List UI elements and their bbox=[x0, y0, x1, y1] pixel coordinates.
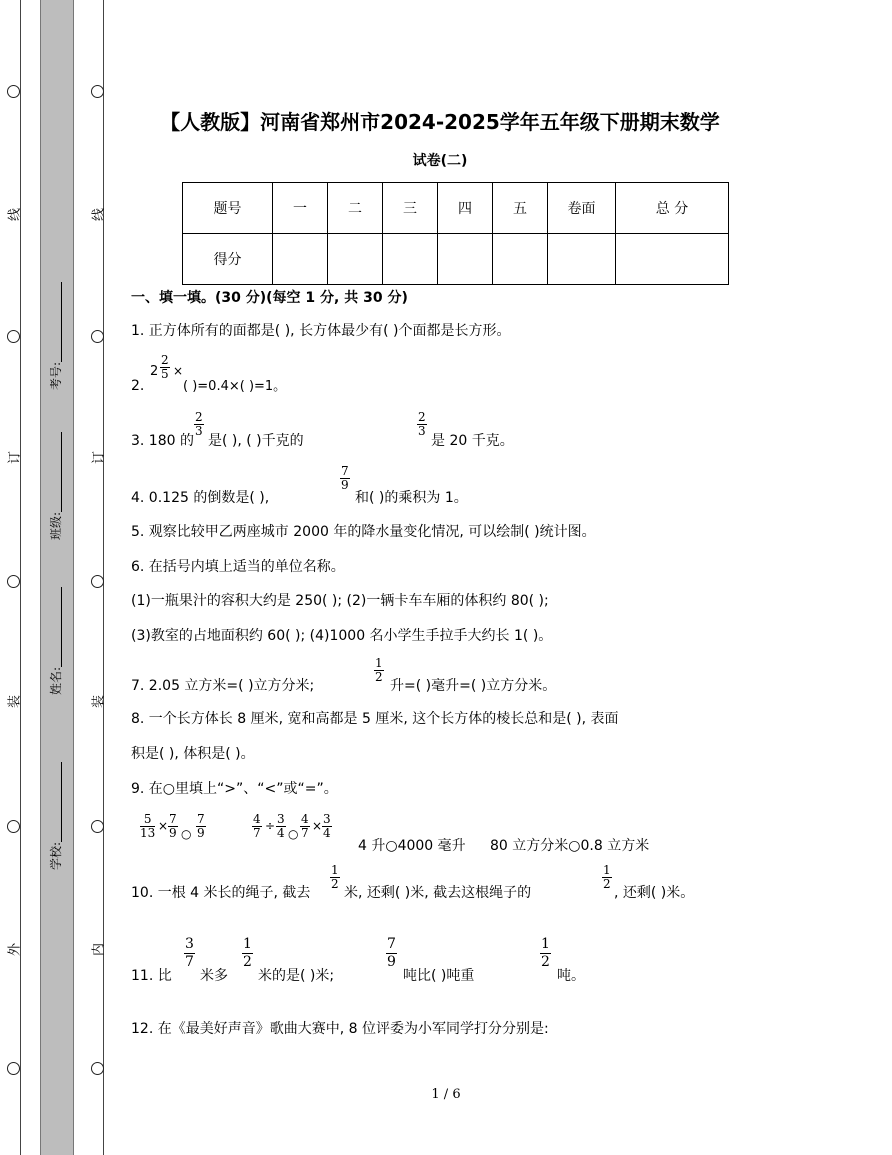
question-9-fraction: $\frac{7}{9}$ bbox=[197, 812, 205, 840]
question-2-fraction: $\frac{2}{5}$ bbox=[161, 353, 169, 381]
table-cell: 得分 bbox=[183, 234, 273, 285]
question-9-fraction: $\frac{4}{7}$ bbox=[253, 812, 261, 840]
question-11-part-e: 吨。 bbox=[557, 968, 585, 984]
exam-number-field[interactable] bbox=[47, 282, 64, 390]
cut-mark-staple: 订 bbox=[7, 451, 23, 465]
question-10-part-a: 10. 一根 4 米长的绳子, 截去 bbox=[131, 885, 311, 901]
question-9-divide: ÷ bbox=[265, 819, 276, 833]
question-3-fraction: $\frac{2}{3}$ bbox=[195, 410, 203, 438]
question-9-item-c: 4 升○4000 毫升 bbox=[358, 838, 466, 854]
cut-mark-line: 线 bbox=[91, 208, 107, 222]
school-field[interactable] bbox=[47, 762, 64, 870]
score-input-cell[interactable] bbox=[616, 234, 729, 285]
question-8-line-2: 积是( ), 体积是( )。 bbox=[131, 746, 255, 762]
question-7-fraction: $\frac{1}{2}$ bbox=[375, 656, 383, 684]
name-field[interactable] bbox=[47, 587, 64, 695]
cut-mark-staple: 订 bbox=[91, 451, 107, 465]
school-label: 学校: bbox=[49, 841, 63, 870]
question-6-line-2: (3)教室的占地面积约 60( ); (4)1000 名小学生手拉手大约长 1( )。 bbox=[131, 628, 553, 644]
cut-mark-bind: 装 bbox=[7, 695, 23, 709]
question-10-part-c: , 还剩( )米。 bbox=[614, 885, 695, 901]
cut-mark-inner: 内 bbox=[91, 943, 107, 957]
exam-number-label: 考号: bbox=[49, 361, 63, 390]
section-heading: 一、填一填。(30 分)(每空 1 分, 共 30 分) bbox=[131, 290, 408, 306]
binding-hole bbox=[91, 85, 104, 98]
question-11-fraction: $\frac{7}{9}$ bbox=[387, 936, 396, 970]
question-11-fraction: $\frac{1}{2}$ bbox=[541, 936, 550, 970]
score-input-cell[interactable] bbox=[328, 234, 383, 285]
question-2-number: 2. bbox=[131, 378, 145, 394]
question-4-fraction: $\frac{7}{9}$ bbox=[341, 464, 349, 492]
cut-mark-bind: 装 bbox=[91, 695, 107, 709]
question-11-part-a: 11. 比 bbox=[131, 968, 172, 984]
question-9-fraction: $\frac{3}{4}$ bbox=[277, 812, 285, 840]
table-cell: 总 分 bbox=[616, 183, 729, 234]
question-9-fraction: $\frac{7}{9}$ bbox=[169, 812, 177, 840]
question-9-times: × bbox=[312, 819, 323, 833]
table-row bbox=[183, 183, 729, 234]
binding-hole bbox=[91, 575, 104, 588]
question-1: 1. 正方体所有的面都是( ), 长方体最少有( )个面都是长方形。 bbox=[131, 323, 511, 339]
question-9-compare-circle[interactable]: ○ bbox=[288, 827, 299, 841]
page-subtitle: 试卷(二) bbox=[412, 153, 468, 169]
question-11-fraction: $\frac{3}{7}$ bbox=[185, 936, 194, 970]
binding-hole bbox=[91, 1062, 104, 1075]
outer-binding-line bbox=[20, 0, 21, 1155]
page-number: 1 / 6 bbox=[431, 1087, 461, 1102]
score-table bbox=[182, 182, 729, 285]
question-6-line-1: (1)一瓶果汁的容积大约是 250( ); (2)一辆卡车车厢的体积约 80( ); bbox=[131, 593, 549, 609]
question-9-fraction: $\frac{4}{7}$ bbox=[301, 812, 309, 840]
question-11-part-c: 米的是( )米; bbox=[258, 968, 335, 984]
cut-mark-line: 线 bbox=[7, 208, 23, 222]
table-row bbox=[183, 234, 729, 285]
question-7-part-b: 升=( )毫升=( )立方分米。 bbox=[390, 678, 557, 694]
class-field[interactable] bbox=[47, 432, 64, 540]
question-8-line-1: 8. 一个长方体长 8 厘米, 宽和高都是 5 厘米, 这个长方体的棱长总和是( ), 表面 bbox=[131, 711, 619, 727]
table-cell: 卷面 bbox=[548, 183, 616, 234]
question-9-compare-circle[interactable]: ○ bbox=[181, 827, 192, 841]
table-cell: 题号 bbox=[183, 183, 273, 234]
table-cell: 三 bbox=[383, 183, 438, 234]
table-cell: 二 bbox=[328, 183, 383, 234]
score-input-cell[interactable] bbox=[493, 234, 548, 285]
score-input-cell[interactable] bbox=[383, 234, 438, 285]
question-9-fraction: $\frac{3}{4}$ bbox=[323, 812, 331, 840]
binding-margin bbox=[0, 0, 110, 1155]
binding-hole bbox=[7, 85, 20, 98]
binding-gray-band bbox=[40, 0, 74, 1155]
question-11-fraction: $\frac{1}{2}$ bbox=[243, 936, 252, 970]
cut-mark-outer: 外 bbox=[7, 943, 23, 957]
binding-hole bbox=[7, 575, 20, 588]
question-10-fraction: $\frac{1}{2}$ bbox=[603, 863, 611, 891]
question-3-part-b: 是( ), ( )千克的 bbox=[208, 433, 304, 449]
name-label: 姓名: bbox=[49, 666, 63, 695]
question-3-part-a: 3. 180 的 bbox=[131, 433, 194, 449]
binding-hole bbox=[91, 820, 104, 833]
question-2-whole: 2 bbox=[150, 364, 159, 379]
question-3-part-c: 是 20 千克。 bbox=[431, 433, 514, 449]
question-11-part-b: 米多 bbox=[200, 968, 228, 984]
binding-hole bbox=[91, 330, 104, 343]
table-cell: 四 bbox=[438, 183, 493, 234]
table-cell: 一 bbox=[273, 183, 328, 234]
question-12: 12. 在《最美好声音》歌曲大赛中, 8 位评委为小军同学打分分别是: bbox=[131, 1021, 549, 1037]
question-6: 6. 在括号内填上适当的单位名称。 bbox=[131, 559, 345, 575]
score-input-cell[interactable] bbox=[548, 234, 616, 285]
score-input-cell[interactable] bbox=[438, 234, 493, 285]
question-9: 9. 在○里填上“>”、“<”或“=”。 bbox=[131, 781, 338, 797]
binding-hole bbox=[7, 1062, 20, 1075]
question-9-times: × bbox=[158, 819, 169, 833]
score-input-cell[interactable] bbox=[273, 234, 328, 285]
question-10-fraction: $\frac{1}{2}$ bbox=[331, 863, 339, 891]
question-10-part-b: 米, 还剩( )米, 截去这根绳子的 bbox=[344, 885, 532, 901]
question-7-part-a: 7. 2.05 立方米=( )立方分米; bbox=[131, 678, 315, 694]
question-4-part-a: 4. 0.125 的倒数是( ), bbox=[131, 490, 270, 506]
question-9-item-d: 80 立方分米○0.8 立方米 bbox=[490, 838, 650, 854]
question-4-part-b: 和( )的乘积为 1。 bbox=[355, 490, 468, 506]
question-3-fraction: $\frac{2}{3}$ bbox=[418, 410, 426, 438]
question-11-part-d: 吨比( )吨重 bbox=[403, 968, 475, 984]
class-label: 班级: bbox=[49, 511, 63, 540]
question-2-rest: ( )=0.4×( )=1。 bbox=[183, 379, 287, 394]
question-2-times: × bbox=[173, 364, 184, 378]
binding-hole bbox=[7, 820, 20, 833]
table-cell: 五 bbox=[493, 183, 548, 234]
question-9-fraction: $\frac{5}{13}$ bbox=[140, 812, 156, 840]
question-5: 5. 观察比较甲乙两座城市 2000 年的降水量变化情况, 可以绘制( )统计图。 bbox=[131, 524, 596, 540]
page-title: 【人教版】河南省郑州市2024-2025学年五年级下册期末数学 bbox=[160, 110, 720, 134]
binding-hole bbox=[7, 330, 20, 343]
